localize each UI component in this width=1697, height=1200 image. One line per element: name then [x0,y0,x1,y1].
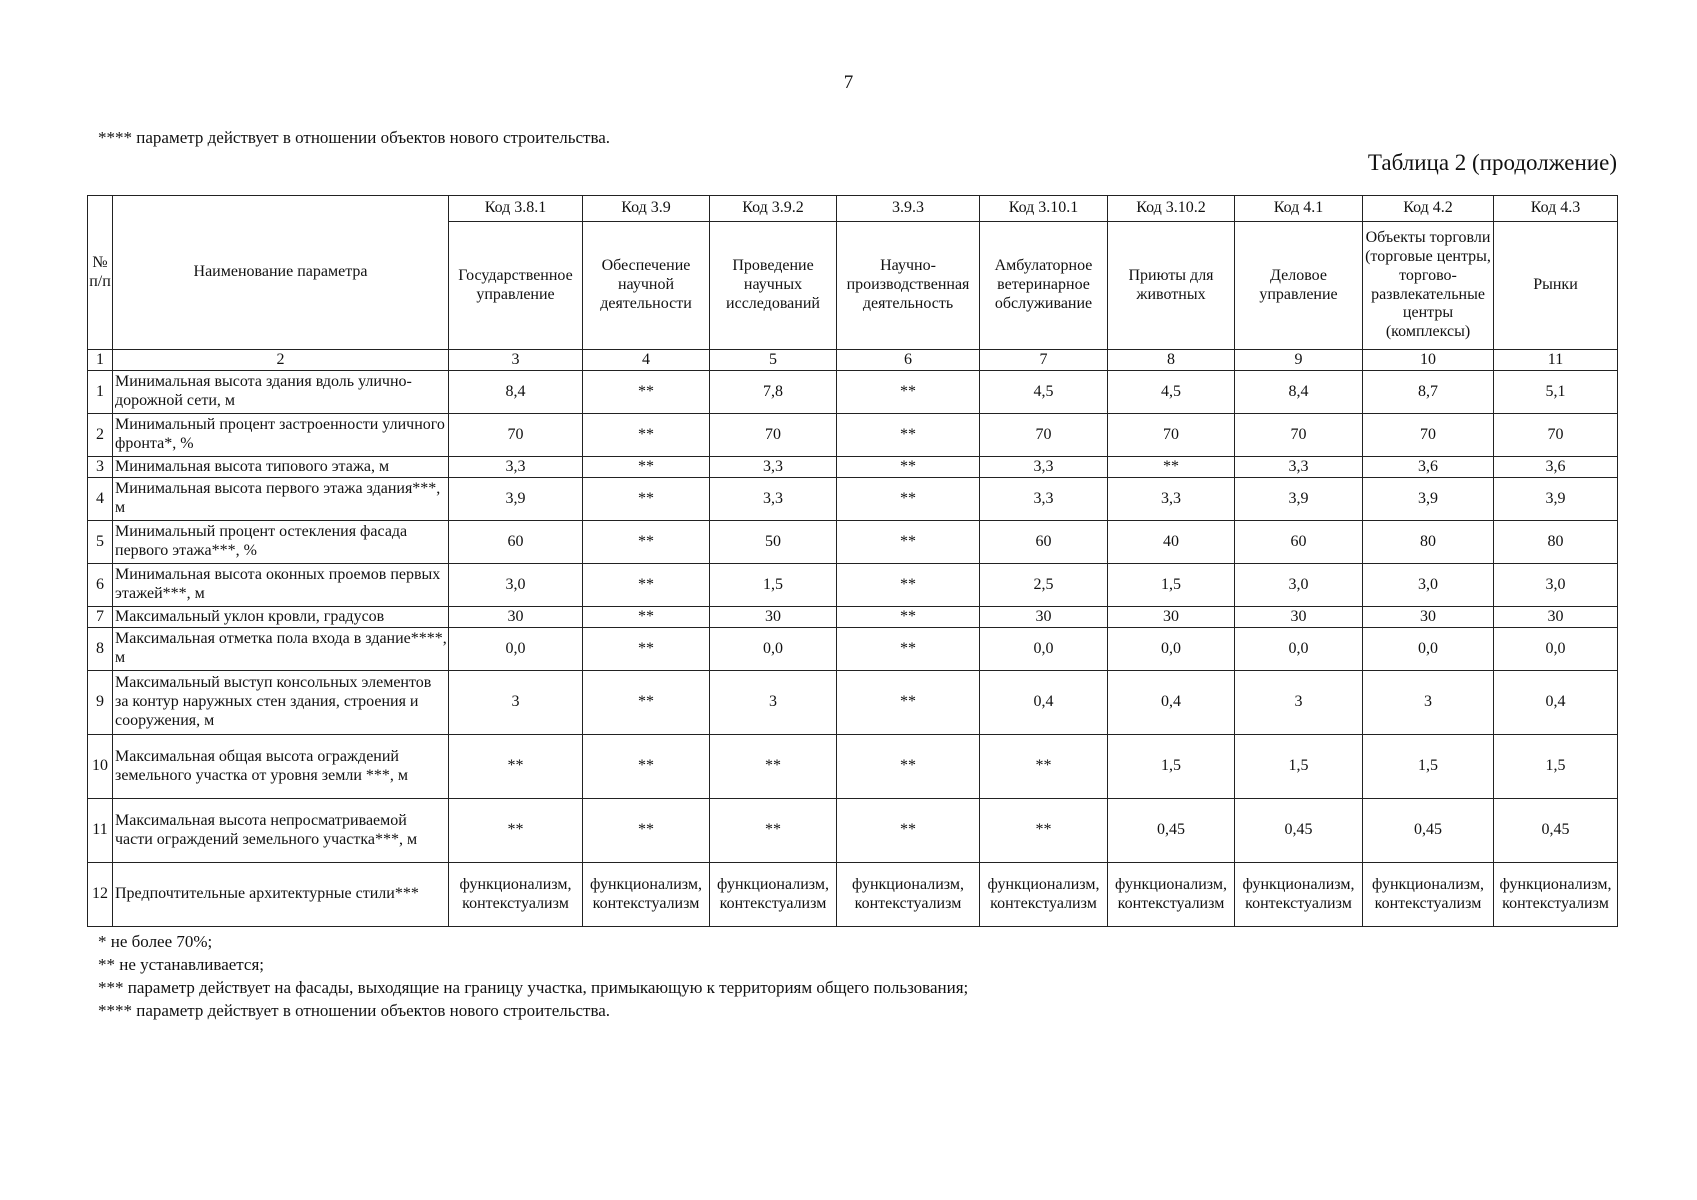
header-code: Код 3.8.1 [449,196,583,222]
row-number: 1 [88,371,113,414]
value-cell: 0,4 [980,671,1108,735]
row-number: 4 [88,478,113,521]
page-number: 7 [843,72,854,93]
index-cell: 3 [449,350,583,371]
value-cell: ** [837,799,980,863]
value-cell: ** [837,371,980,414]
value-cell: 0,0 [710,628,837,671]
value-cell: ** [583,564,710,607]
header-code: Код 3.9 [583,196,710,222]
header-column-name: Рынки [1494,222,1618,350]
value-cell: 60 [449,521,583,564]
table-row [88,371,1618,414]
value-cell: 60 [1235,521,1363,564]
value-cell: 0,0 [1108,628,1235,671]
row-number: 10 [88,735,113,799]
value-cell: 3 [1363,671,1494,735]
parameter-name: Максимальная общая высота ограждений земельного участка от уровня земли ***, м [113,735,449,799]
value-cell: 3,3 [710,478,837,521]
value-cell: 3,0 [1494,564,1618,607]
value-cell: 1,5 [1494,735,1618,799]
index-cell: 11 [1494,350,1618,371]
parameter-name: Максимальный выступ консольных элементов за контур наружных стен здания, строения и сооружения, м [113,671,449,735]
footnote: * не более 70%; [98,932,213,951]
value-cell: 0,0 [980,628,1108,671]
row-number: 11 [88,799,113,863]
value-cell: 30 [1108,607,1235,628]
value-cell: 0,0 [1235,628,1363,671]
value-cell: функционализм, контекстуализм [1494,863,1618,927]
value-cell: 8,4 [449,371,583,414]
value-cell: 30 [449,607,583,628]
table-row [88,521,1618,564]
value-cell: 4,5 [1108,371,1235,414]
value-cell: ** [710,735,837,799]
footnote: ** не устанавливается; [98,955,265,974]
index-cell: 4 [583,350,710,371]
value-cell: 3,9 [1494,478,1618,521]
value-cell: 3,9 [449,478,583,521]
header-code: Код 4.3 [1494,196,1618,222]
table-row [88,564,1618,607]
parameter-name: Максимальная отметка пола входа в здание****, м [113,628,449,671]
value-cell: 70 [449,414,583,457]
value-cell: ** [583,521,710,564]
header-code: Код 4.1 [1235,196,1363,222]
value-cell: 3,0 [1235,564,1363,607]
value-cell: 70 [710,414,837,457]
value-cell: 3,6 [1363,457,1494,478]
table-row [88,735,1618,799]
header-code: Код 3.9.2 [710,196,837,222]
value-cell: 3,3 [1108,478,1235,521]
header-column-name: Государственное управление [449,222,583,350]
value-cell: 3 [1235,671,1363,735]
index-cell: 1 [88,350,113,371]
parameter-name: Максимальный уклон кровли, градусов [113,607,449,628]
index-cell: 8 [1108,350,1235,371]
value-cell: 0,0 [1363,628,1494,671]
value-cell: 1,5 [1235,735,1363,799]
value-cell: 3,9 [1363,478,1494,521]
value-cell: 7,8 [710,371,837,414]
value-cell: функционализм, контекстуализм [1363,863,1494,927]
value-cell: ** [837,564,980,607]
header-code: Код 3.10.2 [1108,196,1235,222]
value-cell: 3,3 [710,457,837,478]
row-number: 8 [88,628,113,671]
parameter-name: Минимальная высота первого этажа здания***, м [113,478,449,521]
value-cell: 5,1 [1494,371,1618,414]
value-cell: ** [980,799,1108,863]
parameter-name: Максимальная высота непросматриваемой части ограждений земельного участка***, м [113,799,449,863]
index-cell: 9 [1235,350,1363,371]
parameter-name: Минимальная высота здания вдоль улично-дорожной сети, м [113,371,449,414]
header-column-name: Научно-производственная деятельность [837,222,980,350]
value-cell: ** [837,735,980,799]
value-cell: 1,5 [710,564,837,607]
value-cell: ** [583,628,710,671]
index-cell: 6 [837,350,980,371]
footnote: **** параметр действует в отношении объектов нового строительства. [98,1001,611,1020]
value-cell: ** [583,478,710,521]
value-cell: ** [1108,457,1235,478]
value-cell: 30 [710,607,837,628]
value-cell: функционализм, контекстуализм [449,863,583,927]
value-cell: 3,3 [1235,457,1363,478]
header-param-name: Наименование параметра [113,196,449,350]
value-cell: 80 [1494,521,1618,564]
value-cell: 80 [1363,521,1494,564]
parameter-name: Минимальный процент остекления фасада первого этажа***, % [113,521,449,564]
value-cell: ** [837,607,980,628]
parameter-name: Минимальная высота типового этажа, м [113,457,449,478]
value-cell: ** [837,628,980,671]
value-cell: ** [837,478,980,521]
value-cell: 30 [1363,607,1494,628]
value-cell: 3,6 [1494,457,1618,478]
value-cell: 8,4 [1235,371,1363,414]
value-cell: 0,0 [1494,628,1618,671]
footnote: *** параметр действует на фасады, выходящие на границу участка, примыкающую к территориям общего пользования; [98,978,969,997]
value-cell: функционализм, контекстуализм [710,863,837,927]
value-cell: ** [583,607,710,628]
value-cell: 1,5 [1108,735,1235,799]
index-row [88,350,1618,371]
value-cell: 3,0 [449,564,583,607]
value-cell: 0,4 [1108,671,1235,735]
value-cell: 0,45 [1363,799,1494,863]
index-cell: 7 [980,350,1108,371]
row-number: 6 [88,564,113,607]
value-cell: ** [837,414,980,457]
value-cell: 3,0 [1363,564,1494,607]
table-row [88,799,1618,863]
value-cell: ** [583,457,710,478]
value-cell: ** [449,735,583,799]
value-cell: 0,4 [1494,671,1618,735]
value-cell: 70 [1235,414,1363,457]
value-cell: ** [837,671,980,735]
value-cell: ** [449,799,583,863]
row-number: 2 [88,414,113,457]
header-column-name: Объекты торговли (торговые центры, торгово-развлекательные центры (комплексы) [1363,222,1494,350]
header-column-name: Амбулаторное ветеринарное обслуживание [980,222,1108,350]
value-cell: 3,3 [449,457,583,478]
value-cell: 4,5 [980,371,1108,414]
index-cell: 5 [710,350,837,371]
value-cell: ** [583,735,710,799]
parameter-name: Предпочтительные архитектурные стили*** [113,863,449,927]
footnotes [98,930,968,1022]
value-cell: 0,45 [1235,799,1363,863]
value-cell: 1,5 [1108,564,1235,607]
value-cell: 2,5 [980,564,1108,607]
table-row [88,414,1618,457]
row-number: 12 [88,863,113,927]
value-cell: ** [980,735,1108,799]
value-cell: функционализм, контекстуализм [583,863,710,927]
header-code: Код 3.10.1 [980,196,1108,222]
row-number: 3 [88,457,113,478]
value-cell: 3,3 [980,457,1108,478]
table-body [88,196,1618,927]
header-code-row [88,196,1618,222]
parameter-name: Минимальный процент застроенности уличного фронта*, % [113,414,449,457]
value-cell: 70 [1108,414,1235,457]
value-cell: 3,9 [1235,478,1363,521]
value-cell: функционализм, контекстуализм [980,863,1108,927]
value-cell: 3 [710,671,837,735]
parameter-name: Минимальная высота оконных проемов первых этажей***, м [113,564,449,607]
header-code: Код 4.2 [1363,196,1494,222]
value-cell: ** [837,457,980,478]
value-cell: ** [583,371,710,414]
value-cell: 0,0 [449,628,583,671]
row-number: 9 [88,671,113,735]
value-cell: ** [837,521,980,564]
value-cell: функционализм, контекстуализм [837,863,980,927]
table-row [88,478,1618,521]
value-cell: 30 [980,607,1108,628]
value-cell: 50 [710,521,837,564]
value-cell: функционализм, контекстуализм [1108,863,1235,927]
parameters-table [87,195,1618,927]
value-cell: 0,45 [1494,799,1618,863]
value-cell: 1,5 [1363,735,1494,799]
table-row [88,863,1618,927]
row-number: 7 [88,607,113,628]
header-code: 3.9.3 [837,196,980,222]
index-cell: 10 [1363,350,1494,371]
value-cell: ** [583,671,710,735]
value-cell: 70 [1494,414,1618,457]
index-cell: 2 [113,350,449,371]
value-cell: ** [583,799,710,863]
table-row [88,628,1618,671]
header-column-name: Обеспечение научной деятельности [583,222,710,350]
header-column-name: Проведение научных исследований [710,222,837,350]
value-cell: 3,3 [980,478,1108,521]
header-num: № п/п [88,196,113,350]
value-cell: 60 [980,521,1108,564]
value-cell: 40 [1108,521,1235,564]
table-row [88,457,1618,478]
header-column-name: Приюты для животных [1108,222,1235,350]
value-cell: ** [710,799,837,863]
row-number: 5 [88,521,113,564]
value-cell: 30 [1494,607,1618,628]
value-cell: 8,7 [1363,371,1494,414]
top-footnote: **** параметр действует в отношении объектов нового строительства. [98,128,611,147]
header-column-name: Деловое управление [1235,222,1363,350]
table-caption: Таблица 2 (продолжение) [1367,150,1617,175]
value-cell: 70 [1363,414,1494,457]
table-row [88,607,1618,628]
value-cell: 3 [449,671,583,735]
value-cell: 30 [1235,607,1363,628]
value-cell: 0,45 [1108,799,1235,863]
value-cell: 70 [980,414,1108,457]
value-cell: функционализм, контекстуализм [1235,863,1363,927]
table-row [88,671,1618,735]
value-cell: ** [583,414,710,457]
